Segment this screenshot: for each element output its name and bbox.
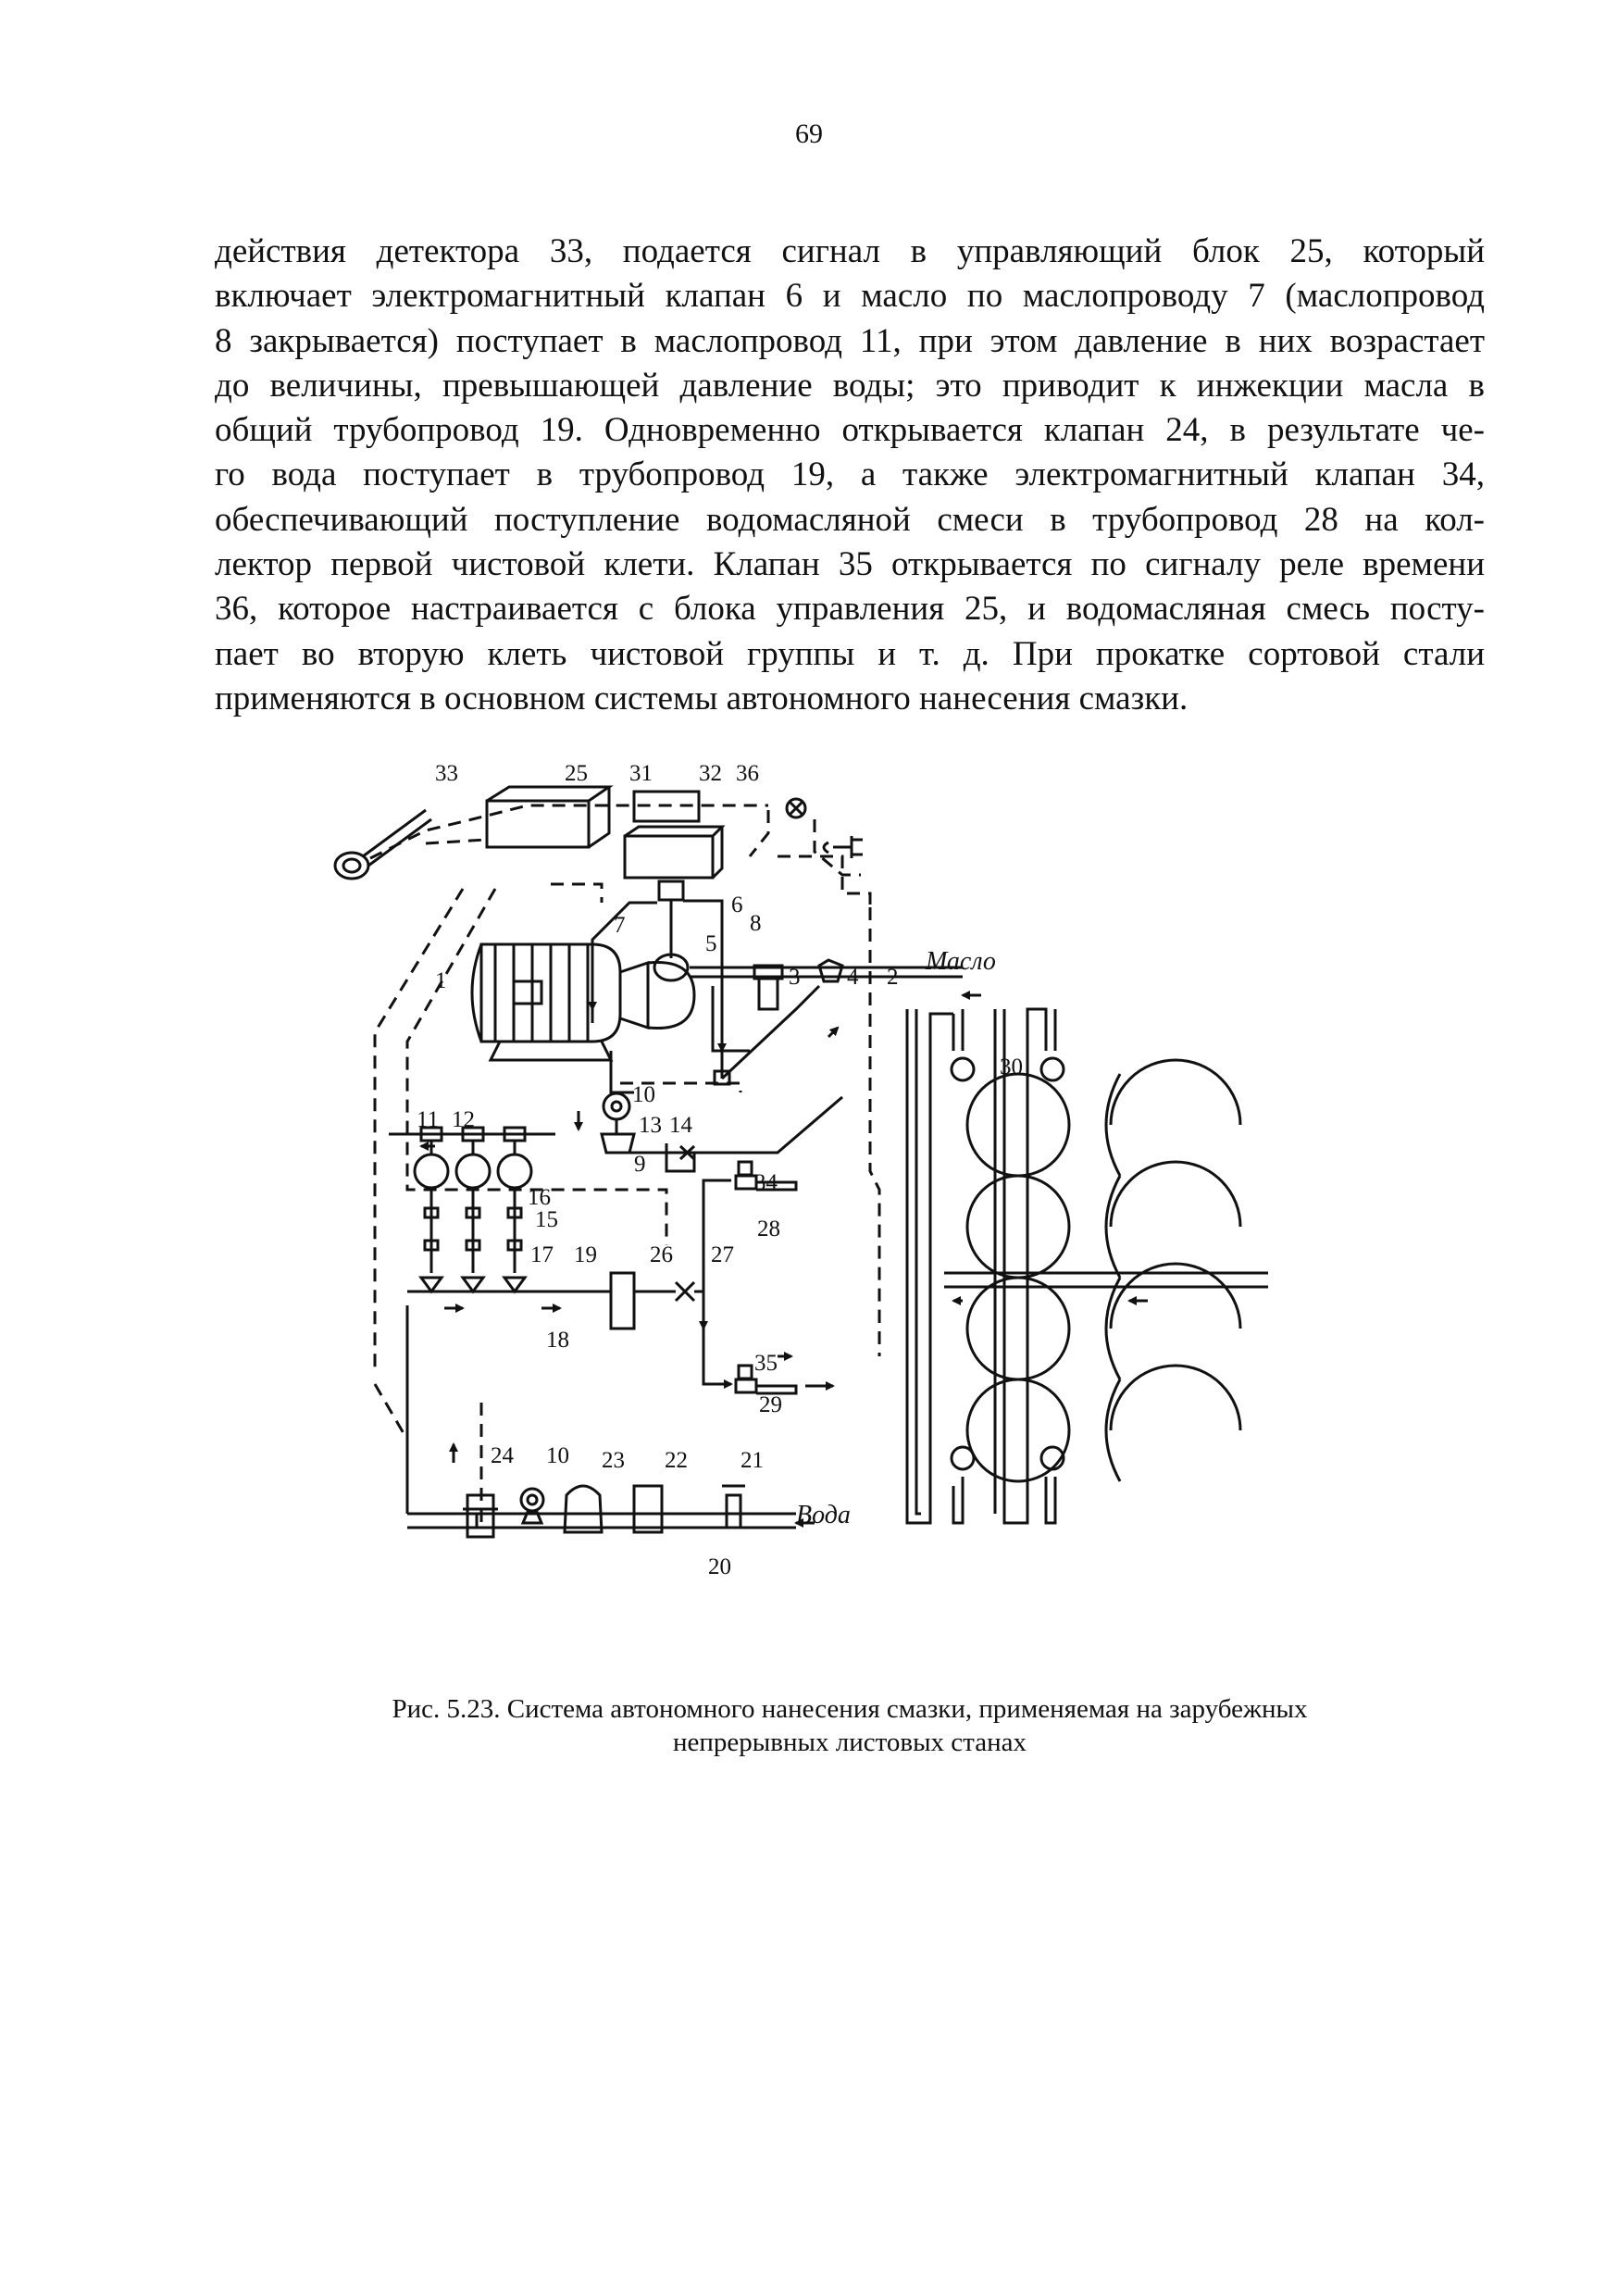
- text-line: го вода поступает в трубопровод 19, а также электромагнитный клапан 34,: [215, 455, 1485, 494]
- label-12: 12: [452, 1107, 475, 1132]
- lubrication-system-diagram: [315, 755, 1268, 1643]
- text-line: пает во вторую клеть чистовой группы и т. д. При прокатке сортовой стали: [215, 634, 1485, 673]
- label-25: 25: [565, 761, 588, 786]
- text-line: обеспечивающий поступление водомасляной смеси в трубопровод 28 на кол-: [215, 500, 1485, 539]
- label-5: 5: [705, 931, 717, 956]
- label-19: 19: [574, 1242, 597, 1267]
- label-31: 31: [629, 761, 653, 786]
- label-23: 23: [602, 1448, 625, 1473]
- rolling-stand: [907, 1009, 1268, 1523]
- label-26: 26: [650, 1242, 673, 1267]
- text-line: применяются в основном системы автономного нанесения смазки.: [215, 679, 1189, 718]
- diagram-labels: [417, 761, 1023, 1579]
- detector-33: [335, 810, 431, 879]
- label-3: 3: [789, 965, 801, 990]
- water-label: Вода: [796, 1501, 851, 1529]
- dosing-columns: [389, 1128, 531, 1292]
- label-27: 27: [711, 1242, 734, 1267]
- label-32: 32: [699, 761, 722, 786]
- label-20: 20: [708, 1554, 731, 1579]
- figure-caption: [215, 1692, 1485, 1759]
- label-11: 11: [417, 1107, 440, 1132]
- text-line: общий трубопровод 19. Одновременно открывается клапан 24, в результате че-: [215, 411, 1485, 450]
- label-4: 4: [847, 965, 859, 990]
- label-22: 22: [665, 1448, 688, 1473]
- label-34: 34: [754, 1170, 778, 1195]
- lamp-and-plug: [787, 799, 863, 858]
- label-16: 16: [528, 1185, 551, 1210]
- body-paragraph: [215, 230, 1485, 721]
- caption-line-2: непрерывных листовых станах: [673, 1728, 1027, 1757]
- caption-line-1: Рис. 5.23. Система автономного нанесения смазки, применяемая на зарубежных: [392, 1694, 1308, 1724]
- label-28: 28: [757, 1217, 780, 1242]
- label-30: 30: [1000, 1054, 1023, 1079]
- label-29: 29: [759, 1392, 782, 1417]
- label-13: 13: [639, 1113, 662, 1138]
- label-8: 8: [750, 911, 762, 936]
- control-block-25: [487, 787, 609, 847]
- motor-pump-1: [472, 940, 694, 1060]
- page-number: 69: [795, 119, 823, 149]
- text-line: включает электромагнитный клапан 6 и масло по маслопроводу 7 (маслопровод: [215, 277, 1485, 316]
- text-line: до величины, превышающей давление воды; это приводит к инжекции масла в: [215, 366, 1485, 405]
- label-35: 35: [754, 1351, 778, 1376]
- water-supply-line: [407, 1486, 815, 1537]
- label-21: 21: [741, 1448, 764, 1473]
- text-line: действия детектора 33, подается сигнал в управляющий блок 25, который: [215, 232, 1485, 270]
- label-7: 7: [614, 913, 626, 938]
- label-15: 15: [535, 1207, 558, 1232]
- oil-label: Масло: [926, 947, 996, 976]
- label-18: 18: [546, 1328, 569, 1353]
- label-36: 36: [736, 761, 759, 786]
- text-line: 8 закрывается) поступает в маслопровод 11, при этом давление в них возрастает: [215, 321, 1485, 360]
- label-9: 9: [634, 1152, 646, 1177]
- label-10-bottom: 10: [546, 1443, 569, 1468]
- text-line: 36, которое настраивается с блока управления 25, и водомасляная смесь посту-: [215, 590, 1485, 629]
- label-6: 6: [731, 892, 743, 917]
- label-2: 2: [887, 965, 899, 990]
- label-33: 33: [435, 761, 458, 786]
- label-10-top: 10: [632, 1082, 655, 1107]
- label-24: 24: [491, 1443, 514, 1468]
- label-1: 1: [435, 968, 447, 993]
- text-line: лектор первой чистовой клети. Клапан 35 открывается по сигналу реле времени: [215, 545, 1485, 584]
- label-17: 17: [530, 1242, 554, 1267]
- label-14: 14: [669, 1113, 692, 1138]
- oil-distribution-pipes: [393, 986, 842, 1171]
- diagram-svg: [315, 755, 1268, 1643]
